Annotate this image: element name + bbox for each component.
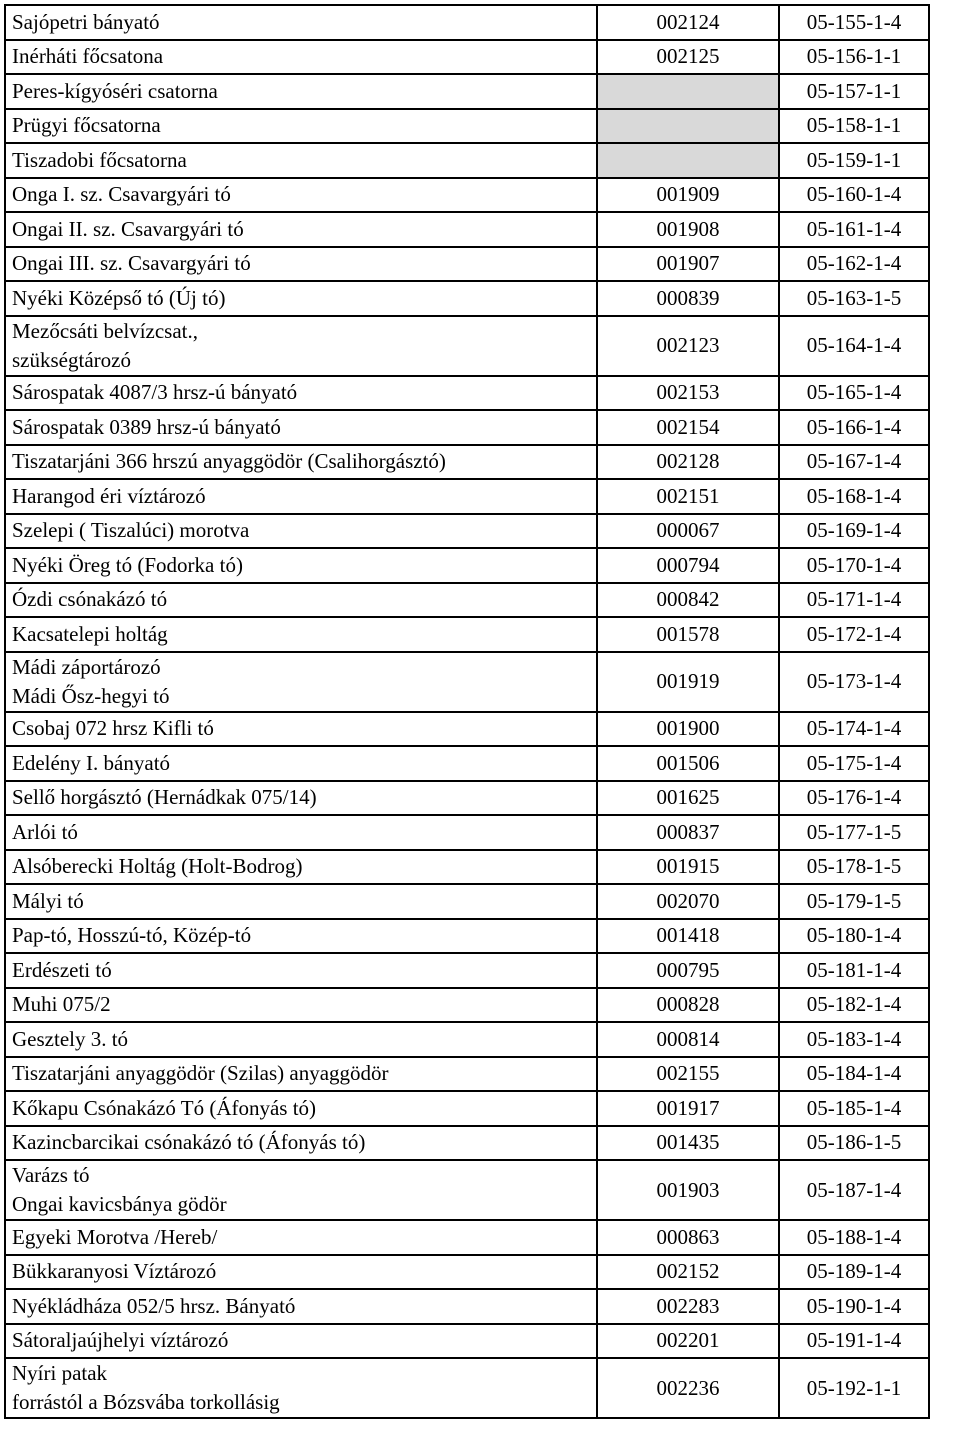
water-body-name: Ongai kavicsbánya gödör xyxy=(12,1192,227,1216)
water-body-name-cell xyxy=(5,884,597,919)
table-row xyxy=(5,652,929,712)
water-body-name: Ózdi csónakázó tó xyxy=(12,587,168,612)
water-body-id-cell: 05-177-1-5 xyxy=(779,815,929,850)
water-body-name-cell xyxy=(5,1160,597,1220)
water-body-id-cell: 05-185-1-4 xyxy=(779,1091,929,1126)
water-body-name-cell xyxy=(5,815,597,850)
table-row xyxy=(5,1160,929,1220)
water-body-code-cell: 002151 xyxy=(597,479,779,514)
water-body-id-cell: 05-186-1-5 xyxy=(779,1126,929,1161)
water-body-name: Inérháti főcsatona xyxy=(12,44,164,69)
water-body-id-cell: 05-157-1-1 xyxy=(779,74,929,109)
water-body-name-cell xyxy=(5,445,597,480)
water-body-name-cell xyxy=(5,1091,597,1126)
water-body-code-cell: 002155 xyxy=(597,1057,779,1092)
water-body-name-cell xyxy=(5,178,597,213)
water-body-id-cell: 05-168-1-4 xyxy=(779,479,929,514)
water-body-id-cell: 05-173-1-4 xyxy=(779,652,929,712)
water-body-name: Mályi tó xyxy=(12,888,84,913)
water-body-id-cell: 05-155-1-4 xyxy=(779,5,929,40)
water-body-name: Gesztely 3. tó xyxy=(12,1026,129,1051)
water-body-code-cell: 002128 xyxy=(597,445,779,480)
water-body-name: Muhi 075/2 xyxy=(12,992,111,1017)
water-body-id-cell: 05-184-1-4 xyxy=(779,1057,929,1092)
water-body-code-cell: 001907 xyxy=(597,247,779,282)
water-body-id-cell: 05-167-1-4 xyxy=(779,445,929,480)
table-row xyxy=(5,109,929,144)
water-body-name-cell xyxy=(5,143,597,178)
water-body-name-cell xyxy=(5,212,597,247)
water-body-name-cell xyxy=(5,548,597,583)
water-body-id-cell: 05-161-1-4 xyxy=(779,212,929,247)
table-body xyxy=(5,5,929,1418)
water-body-name-cell xyxy=(5,781,597,816)
water-body-name-cell xyxy=(5,281,597,316)
water-body-name: Szelepi ( Tiszalúci) morotva xyxy=(12,518,250,543)
water-body-name: Nyéki Középső tó (Új tó) xyxy=(12,285,226,310)
water-body-code-cell: 002070 xyxy=(597,884,779,919)
table-row xyxy=(5,1289,929,1324)
water-body-code-cell: 002154 xyxy=(597,410,779,445)
water-body-id-cell: 05-187-1-4 xyxy=(779,1160,929,1220)
water-body-code-cell: 002125 xyxy=(597,40,779,75)
table-row xyxy=(5,850,929,885)
water-body-code-cell xyxy=(597,143,779,178)
table-row xyxy=(5,1022,929,1057)
water-body-id-cell: 05-170-1-4 xyxy=(779,548,929,583)
table-row xyxy=(5,1324,929,1359)
water-body-id-cell: 05-172-1-4 xyxy=(779,617,929,652)
water-body-name: Sátoraljaújhelyi víztározó xyxy=(12,1328,229,1353)
water-body-name-cell xyxy=(5,1255,597,1290)
water-body-id-cell: 05-189-1-4 xyxy=(779,1255,929,1290)
table-row xyxy=(5,781,929,816)
water-body-name: Sellő horgásztó (Hernádkak 075/14) xyxy=(12,785,317,810)
water-body-name: Tiszatarjáni anyaggödör (Szilas) anyaggödör xyxy=(12,1061,389,1086)
water-body-id-cell: 05-179-1-5 xyxy=(779,884,929,919)
table-row xyxy=(5,247,929,282)
water-body-name-cell xyxy=(5,988,597,1023)
water-body-name: Pap-tó, Hosszú-tó, Közép-tó xyxy=(12,923,252,948)
table-row xyxy=(5,1220,929,1255)
water-body-id-cell: 05-182-1-4 xyxy=(779,988,929,1023)
water-body-id-cell: 05-176-1-4 xyxy=(779,781,929,816)
table-row xyxy=(5,376,929,411)
water-body-code-cell: 001625 xyxy=(597,781,779,816)
water-body-code-cell: 000839 xyxy=(597,281,779,316)
water-body-name-cell xyxy=(5,1220,597,1255)
water-body-name: Ongai II. sz. Csavargyári tó xyxy=(12,216,244,241)
table-row xyxy=(5,316,929,376)
table-row xyxy=(5,281,929,316)
water-body-name-cell xyxy=(5,953,597,988)
water-body-name: Arlói tó xyxy=(12,819,78,844)
water-body-id-cell: 05-171-1-4 xyxy=(779,583,929,618)
water-body-id-cell: 05-192-1-1 xyxy=(779,1358,929,1418)
water-body-name: Peres-kígyóséri csatorna xyxy=(12,78,218,103)
water-body-name-cell xyxy=(5,74,597,109)
water-body-code-cell: 000828 xyxy=(597,988,779,1023)
water-body-id-cell: 05-169-1-4 xyxy=(779,514,929,549)
water-body-id-cell: 05-156-1-1 xyxy=(779,40,929,75)
water-body-name-cell xyxy=(5,1358,597,1418)
table-row xyxy=(5,1358,929,1418)
water-body-name: Varázs tó xyxy=(12,1163,90,1187)
water-body-code-cell: 001506 xyxy=(597,746,779,781)
water-body-code-cell xyxy=(597,74,779,109)
water-body-code-cell: 001900 xyxy=(597,712,779,747)
table-row xyxy=(5,815,929,850)
water-body-name-cell xyxy=(5,1057,597,1092)
water-body-code-cell: 001919 xyxy=(597,652,779,712)
table-row xyxy=(5,1057,929,1092)
water-body-code-cell: 001909 xyxy=(597,178,779,213)
water-body-name: Sárospatak 4087/3 hrsz-ú bányató xyxy=(12,380,298,405)
water-body-name-cell xyxy=(5,410,597,445)
table-row xyxy=(5,445,929,480)
water-body-id-cell: 05-190-1-4 xyxy=(779,1289,929,1324)
water-body-code-cell: 000795 xyxy=(597,953,779,988)
water-body-code-cell: 002124 xyxy=(597,5,779,40)
water-body-name-cell xyxy=(5,617,597,652)
water-body-code-cell: 001578 xyxy=(597,617,779,652)
water-body-code-cell: 000837 xyxy=(597,815,779,850)
water-body-code-cell: 001915 xyxy=(597,850,779,885)
water-body-name-cell xyxy=(5,514,597,549)
water-body-code-cell xyxy=(597,109,779,144)
water-body-id-cell: 05-162-1-4 xyxy=(779,247,929,282)
water-body-name-cell xyxy=(5,712,597,747)
table-row xyxy=(5,583,929,618)
water-body-name: Mezőcsáti belvízcsat., xyxy=(12,318,199,343)
water-body-code-cell: 000794 xyxy=(597,548,779,583)
table-row xyxy=(5,1091,929,1126)
table-row xyxy=(5,988,929,1023)
water-body-name: forrástól a Bózsvába torkollásig xyxy=(12,1390,280,1414)
table-row xyxy=(5,884,929,919)
water-body-name-cell xyxy=(5,746,597,781)
water-body-code-cell: 001908 xyxy=(597,212,779,247)
table-row xyxy=(5,953,929,988)
water-body-name-cell xyxy=(5,850,597,885)
water-body-name: Alsóberecki Holtág (Holt-Bodrog) xyxy=(12,854,303,879)
water-body-id-cell: 05-165-1-4 xyxy=(779,376,929,411)
table-row xyxy=(5,1255,929,1290)
water-body-name: Nyéki Öreg tó (Fodorka tó) xyxy=(12,552,243,577)
water-body-code-cell: 000814 xyxy=(597,1022,779,1057)
water-body-code-cell: 000067 xyxy=(597,514,779,549)
water-body-id-cell: 05-191-1-4 xyxy=(779,1324,929,1359)
table-row xyxy=(5,74,929,109)
water-body-id-cell: 05-174-1-4 xyxy=(779,712,929,747)
table-row xyxy=(5,746,929,781)
water-body-id-cell: 05-160-1-4 xyxy=(779,178,929,213)
table-row xyxy=(5,410,929,445)
water-body-name-cell xyxy=(5,376,597,411)
water-body-id-cell: 05-178-1-5 xyxy=(779,850,929,885)
water-body-code-cell: 001903 xyxy=(597,1160,779,1220)
water-body-name: Mádi Ősz-hegyi tó xyxy=(12,683,170,708)
table-row xyxy=(5,212,929,247)
water-body-name: Tiszadobi főcsatorna xyxy=(12,147,187,172)
water-body-id-cell: 05-180-1-4 xyxy=(779,919,929,954)
water-body-id-cell: 05-164-1-4 xyxy=(779,316,929,376)
water-body-name-cell xyxy=(5,109,597,144)
water-body-id-cell: 05-166-1-4 xyxy=(779,410,929,445)
water-body-code-cell: 002152 xyxy=(597,1255,779,1290)
water-body-name-cell xyxy=(5,1022,597,1057)
water-body-name-cell xyxy=(5,652,597,712)
water-body-name: Csobaj 072 hrsz Kifli tó xyxy=(12,716,214,741)
water-body-name-cell xyxy=(5,1324,597,1359)
table-row xyxy=(5,5,929,40)
water-body-id-cell: 05-183-1-4 xyxy=(779,1022,929,1057)
water-body-name: Prügyi főcsatorna xyxy=(12,113,161,138)
water-body-id-cell: 05-188-1-4 xyxy=(779,1220,929,1255)
water-body-name: szükségtározó xyxy=(12,347,131,372)
water-body-name: Kazincbarcikai csónakázó tó (Áfonyás tó) xyxy=(12,1130,366,1155)
table-row xyxy=(5,712,929,747)
water-body-id-cell: 05-159-1-1 xyxy=(779,143,929,178)
water-body-code-cell: 001418 xyxy=(597,919,779,954)
water-body-name: Sárospatak 0389 hrsz-ú bányató xyxy=(12,414,281,439)
water-body-code-cell: 002201 xyxy=(597,1324,779,1359)
water-body-name-cell xyxy=(5,1289,597,1324)
water-body-name-cell xyxy=(5,316,597,376)
water-body-name: Ongai III. sz. Csavargyári tó xyxy=(12,251,251,276)
water-body-name: Sajópetri bányató xyxy=(12,9,160,34)
water-body-name-cell xyxy=(5,5,597,40)
table-row xyxy=(5,40,929,75)
water-body-id-cell: 05-163-1-5 xyxy=(779,281,929,316)
water-body-name-cell xyxy=(5,583,597,618)
table-row xyxy=(5,617,929,652)
table-row xyxy=(5,548,929,583)
water-body-name: Harangod éri víztározó xyxy=(12,483,206,508)
water-body-name: Kacsatelepi holtág xyxy=(12,621,168,646)
water-body-name-cell xyxy=(5,247,597,282)
water-body-code-cell: 000842 xyxy=(597,583,779,618)
table-row xyxy=(5,919,929,954)
water-body-name: Mádi záportározó xyxy=(12,654,161,679)
water-body-code-cell: 001435 xyxy=(597,1126,779,1161)
water-body-name-cell xyxy=(5,479,597,514)
water-body-name-cell xyxy=(5,1126,597,1161)
water-body-name-cell xyxy=(5,919,597,954)
water-body-name: Tiszatarjáni 366 hrszú anyaggödör (Csalihorgásztó) xyxy=(12,449,446,474)
water-body-id-cell: 05-158-1-1 xyxy=(779,109,929,144)
water-body-code-cell: 002123 xyxy=(597,316,779,376)
table-row xyxy=(5,143,929,178)
water-body-code-cell: 002236 xyxy=(597,1358,779,1418)
table-row xyxy=(5,514,929,549)
water-body-id-cell: 05-175-1-4 xyxy=(779,746,929,781)
table-row xyxy=(5,178,929,213)
water-body-code-cell: 000863 xyxy=(597,1220,779,1255)
water-body-name: Edelény I. bányató xyxy=(12,750,171,775)
water-body-name: Erdészeti tó xyxy=(12,957,112,982)
water-body-name: Egyeki Morotva /Hereb/ xyxy=(12,1224,218,1249)
table-row xyxy=(5,1126,929,1161)
water-body-id-cell: 05-181-1-4 xyxy=(779,953,929,988)
water-body-name: Nyékládháza 052/5 hrsz. Bányató xyxy=(12,1293,296,1318)
water-body-code-cell: 002153 xyxy=(597,376,779,411)
water-body-table xyxy=(4,4,930,1419)
water-body-name: Bükkaranyosi Víztározó xyxy=(12,1259,217,1284)
water-body-name: Onga I. sz. Csavargyári tó xyxy=(12,182,231,207)
water-body-code-cell: 001917 xyxy=(597,1091,779,1126)
water-body-name: Nyíri patak xyxy=(12,1361,108,1385)
water-body-code-cell: 002283 xyxy=(597,1289,779,1324)
water-body-name-cell xyxy=(5,40,597,75)
water-body-name: Kőkapu Csónakázó Tó (Áfonyás tó) xyxy=(12,1095,317,1120)
table-row xyxy=(5,479,929,514)
